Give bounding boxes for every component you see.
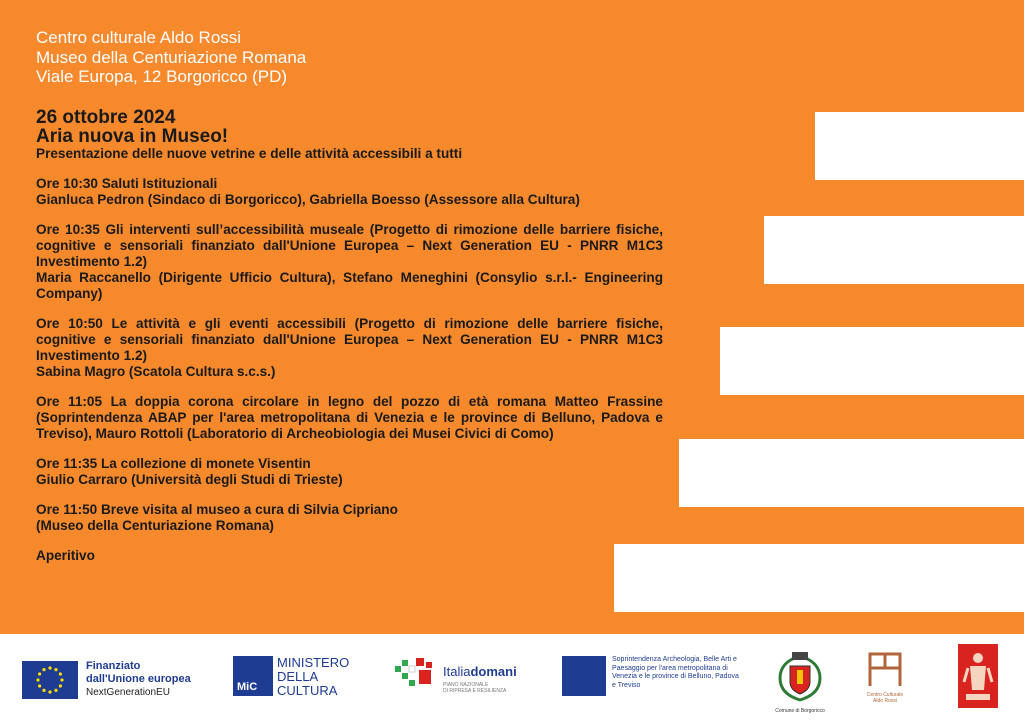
eu-funding-line2: dall'Unione europea — [86, 673, 191, 685]
soprintendenza-logo — [562, 652, 742, 702]
italiadomani-name-b: domani — [470, 664, 517, 679]
program-item — [36, 316, 663, 380]
eu-flag-icon — [22, 661, 78, 699]
aldo-rossi-line1: Centro Culturale — [866, 692, 904, 698]
italiadomani-name — [443, 664, 517, 679]
italia-pixel-icon — [393, 656, 437, 699]
white-stripe — [764, 216, 1024, 284]
mic-line2: DELLA — [277, 669, 319, 684]
aldo-rossi-label — [862, 692, 908, 704]
aldo-rossi-line2: Aldo Rossi — [873, 698, 897, 704]
event-title: Aria nuova in Museo! — [36, 126, 229, 147]
program-item — [36, 456, 663, 488]
program-item-speakers: Giulio Carraro (Università degli Studi di Trieste) — [36, 472, 343, 487]
italiadomani-name-a: Italia — [443, 664, 471, 679]
venue-address: Viale Europa, 12 Borgoricco (PD) — [36, 67, 288, 86]
event-date: 26 ottobre 2024 — [36, 107, 176, 128]
soprintendenza-text: Soprintendenza Archeologia, Belle Arti e Paesaggio per l'area metropolitana di Venezia e le province di Belluno, Padova e Treviso — [612, 656, 739, 689]
white-stripe — [720, 327, 1024, 395]
italiadomani-sub2: DI RIPRESA E RESILIENZA — [443, 688, 507, 694]
museo-figure-icon — [958, 644, 998, 708]
white-stripe — [679, 439, 1024, 507]
eu-funding-line1: Finanziato — [86, 660, 141, 672]
aldo-rossi-logo — [862, 648, 908, 714]
white-stripe — [815, 112, 1024, 180]
eu-funding-line3: NextGenerationEU — [86, 687, 170, 698]
program-item — [36, 176, 663, 208]
sponsor-footer — [0, 634, 1024, 726]
program-item — [36, 502, 663, 534]
comune-borgoricco-logo — [772, 648, 828, 714]
mic-line1: MINISTERO — [277, 655, 350, 670]
program-item-heading: Ore 11:35 La collezione di monete Visentin — [36, 456, 311, 471]
mic-abbr: MiC — [237, 681, 258, 693]
program-item-heading: Ore 11:50 Breve visita al museo a cura di Silvia Cipriano — [36, 502, 398, 517]
eu-funding-text — [86, 660, 191, 699]
program-item-heading: Aperitivo — [36, 548, 95, 563]
comune-crest-icon — [772, 648, 828, 704]
program-item-heading: Ore 10:35 Gli interventi sull’accessibilità museale (Progetto di rimozione delle barriere fisiche, cognitive e sensoriali finanziato dall'Unione Europea – Next Generation EU - PNRR M1C3 Investimento 1.2) — [36, 222, 663, 269]
white-stripe — [614, 544, 1024, 612]
program-item-speakers: Maria Raccanello (Dirigente Ufficio Cultura), Stefano Meneghini (Consylio s.r.l.- Engineering Company) — [36, 270, 663, 301]
program-item — [36, 394, 663, 442]
ministero-cultura-logo — [233, 652, 373, 702]
program-item-speakers: (Museo della Centuriazione Romana) — [36, 518, 274, 533]
comune-label: Comune di Borgoricco — [775, 708, 825, 714]
program-item — [36, 222, 663, 302]
aldo-rossi-mark-icon — [862, 648, 908, 688]
venue-block — [36, 28, 306, 87]
italiadomani-logo — [393, 652, 543, 698]
program-item-heading: Ore 10:50 Le attività e gli eventi accessibili (Progetto di rimozione delle barriere fisiche, cognitive e sensoriali finanziato dall'Unione Europea – Next Generation EU - PNRR M1C3 Investimento 1.2) — [36, 316, 663, 363]
event-content — [36, 108, 663, 578]
program-item-heading: Ore 11:05 La doppia corona circolare in legno del pozzo di età romana Matteo Frassine (Soprintendenza ABAP per l'area metropolitana di Venezia e le province di Belluno, Padova e Treviso), Mauro Rottoli (Laboratorio di Archeobiologia dei Musei Civici di Como) — [36, 394, 663, 441]
program-item — [36, 548, 663, 564]
italiadomani-subtitle — [443, 682, 506, 694]
program-item-speakers: Sabina Magro (Scatola Cultura s.c.s.) — [36, 364, 276, 379]
italiadomani-sub1: PIANO NAZIONALE — [443, 682, 489, 688]
event-subtitle: Presentazione delle nuove vetrine e delle attività accessibili a tutti — [36, 146, 463, 161]
venue-name: Centro culturale Aldo Rossi — [36, 28, 242, 47]
mic-icon — [233, 656, 273, 696]
mic-text — [277, 656, 349, 698]
program-item-speakers: Gianluca Pedron (Sindaco di Borgoricco), Gabriella Boesso (Assessore alla Cultura) — [36, 192, 580, 207]
mic-line3: CULTURA — [277, 683, 338, 698]
museo-centuriazione-logo — [958, 644, 998, 708]
soprintendenza-icon — [562, 656, 606, 696]
program-item-heading: Ore 10:30 Saluti Istituzionali — [36, 176, 218, 191]
museum-name: Museo della Centuriazione Romana — [36, 47, 307, 67]
